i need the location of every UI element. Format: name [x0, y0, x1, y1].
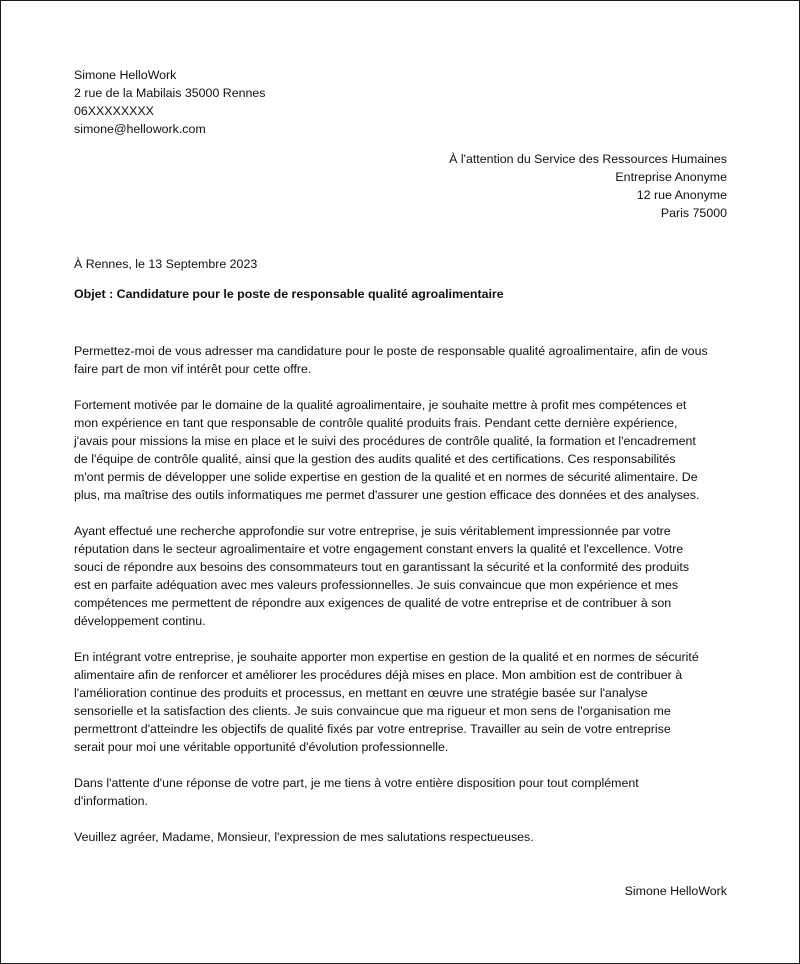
sender-name: Simone HelloWork: [74, 68, 177, 82]
body-line: En intégrant votre entreprise, je souhaite apporter mon expertise en gestion de la qualité et en normes de sécurité: [74, 650, 699, 664]
paragraph-contribution: [74, 648, 734, 756]
letter-body: [74, 342, 734, 864]
signature: Simone HelloWork: [624, 884, 727, 898]
body-line: faire part de mon vif intérêt pour cette offre.: [74, 362, 312, 376]
letter-subject: Objet : Candidature pour le poste de responsable qualité agroalimentaire: [74, 287, 504, 301]
paragraph-motivation: [74, 396, 734, 504]
body-line: l'amélioration continue des produits et processus, en mettant en œuvre une stratégie basée sur l'analyse: [74, 686, 648, 700]
body-line: d'information.: [74, 794, 148, 808]
body-line: Ayant effectué une recherche approfondie sur votre entreprise, je suis véritablement impressionnée par votre: [74, 524, 671, 538]
body-line: m'ont permis de développer une solide expertise en gestion de la qualité et en normes de sécurité alimentaire. De: [74, 470, 698, 484]
body-line: sensorielle et la satisfaction des clients. Je suis convaincue que ma rigueur et mon sens de l'organisation me: [74, 704, 671, 718]
body-line: compétences me permettent de répondre aux exigences de qualité de votre entreprise et de contribuer à son: [74, 596, 672, 610]
body-line: permettront d'atteindre les objectifs de qualité fixés par votre entreprise. Travailler au sein de votre entreprise: [74, 722, 671, 736]
paragraph-company: [74, 522, 734, 630]
body-line: mon expérience en tant que responsable de contrôle qualité produits frais. Pendant cette dernière expérience,: [74, 416, 678, 430]
body-line: alimentaire afin de renforcer et améliorer les procédures déjà mises en place. Mon ambition est de contribuer à: [74, 668, 683, 682]
body-line: plus, ma maîtrise des outils informatiques me permet d'assurer une gestion efficace des données et des analyses.: [74, 488, 700, 502]
body-line: de l'équipe de contrôle qualité, ainsi que la gestion des audits qualité et des certifications. Ces responsabilités: [74, 452, 676, 466]
sender-address: 2 rue de la Mabilais 35000 Rennes: [74, 86, 266, 100]
body-line: Veuillez agréer, Madame, Monsieur, l'expression de mes salutations respectueuses.: [74, 830, 534, 844]
recipient-attention: À l'attention du Service des Ressources Humaines: [449, 152, 727, 166]
recipient-company: Entreprise Anonyme: [615, 170, 727, 184]
body-line: Dans l'attente d'une réponse de votre part, je me tiens à votre entière disposition pour tout complément: [74, 776, 639, 790]
body-line: Fortement motivée par le domaine de la qualité agroalimentaire, je souhaite mettre à profit mes compétences et: [74, 398, 687, 412]
recipient-city: Paris 75000: [660, 206, 727, 220]
letter-date: À Rennes, le 13 Septembre 2023: [74, 257, 258, 271]
body-line: développement continu.: [74, 614, 206, 628]
body-line: réputation dans le secteur agroalimentaire et votre engagement constant envers la qualité et l'excellence. Votre: [74, 542, 684, 556]
paragraph-closing: [74, 828, 734, 846]
sender-block: [74, 66, 266, 138]
paragraph-intro: [74, 342, 734, 378]
body-line: serait pour moi une véritable opportunité d'évolution professionnelle.: [74, 740, 449, 754]
body-line: j'avais pour missions la mise en place et le suivi des procédures de contrôle qualité, la formation et l'encadrement: [74, 434, 696, 448]
body-line: est en parfaite adéquation avec mes valeurs professionnelles. Je suis convaincue que mon expérience et mes: [74, 578, 679, 592]
recipient-street: 12 rue Anonyme: [636, 188, 727, 202]
paragraph-availability: [74, 774, 734, 810]
body-line: Permettez-moi de vous adresser ma candidature pour le poste de responsable qualité agroalimentaire, afin de vous: [74, 344, 708, 358]
recipient-block: [449, 150, 727, 222]
body-line: souci de répondre aux besoins des consommateurs tout en garantissant la sécurité et la conformité des produits: [74, 560, 690, 574]
sender-phone: 06XXXXXXXX: [74, 104, 154, 118]
sender-email: simone@hellowork.com: [74, 122, 206, 136]
